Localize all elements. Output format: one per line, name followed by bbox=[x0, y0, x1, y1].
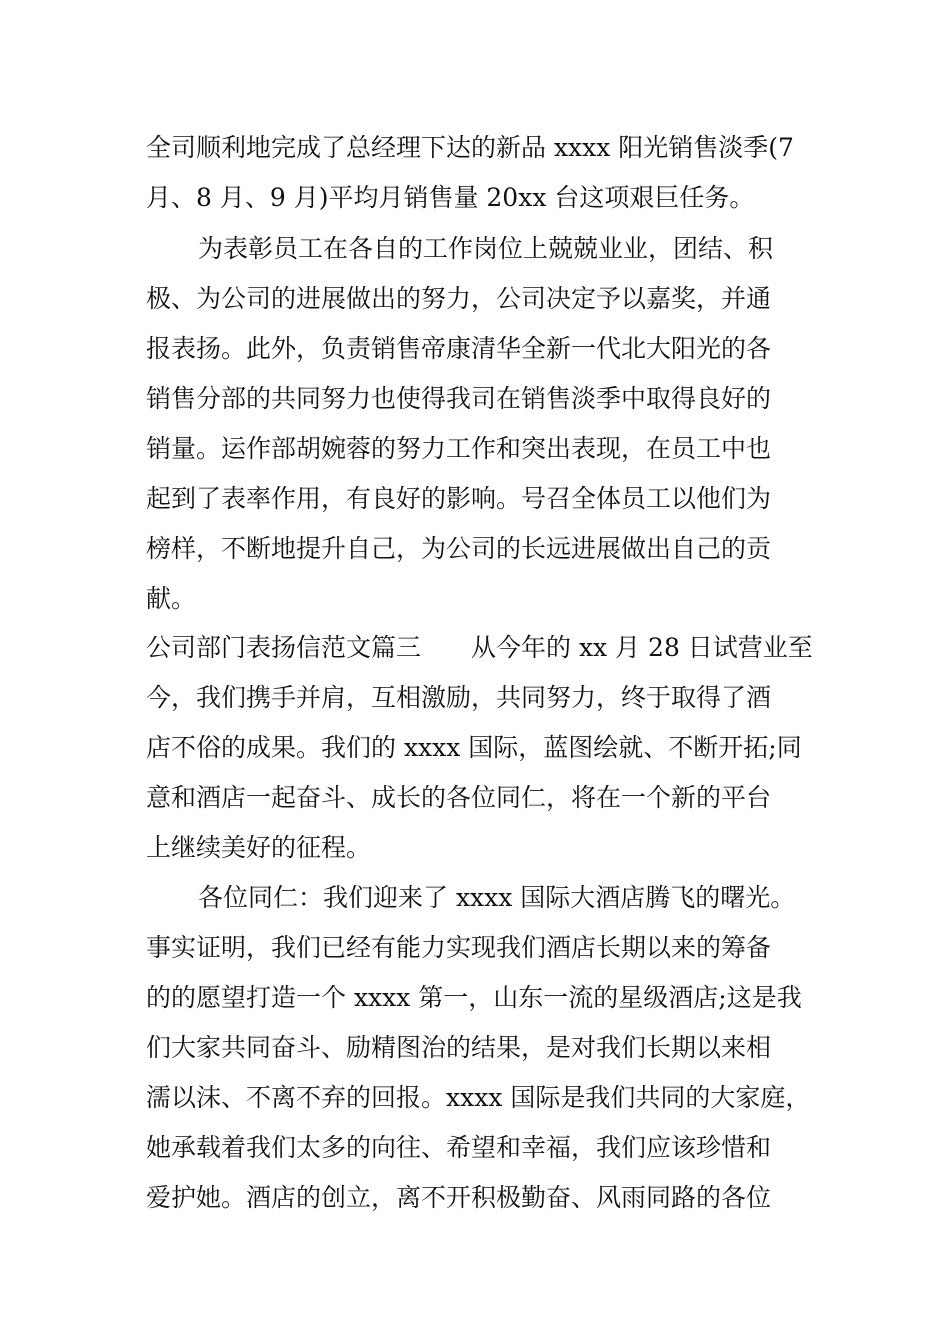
text-line: 极、为公司的进展做出的努力，公司决定予以嘉奖，并通 bbox=[146, 284, 772, 313]
text-line: 报表扬。此外，负责销售帝康清华全新一代北大阳光的各 bbox=[146, 334, 772, 363]
text-line: 榜样，不断地提升自己，为公司的长远进展做出自己的贡 bbox=[146, 534, 772, 563]
paragraph-first-line: 各位同仁：我们迎来了 xxxx 国际大酒店腾飞的曙光。 bbox=[198, 883, 796, 912]
text-line: 店不俗的成果。我们的 xxxx 国际，蓝图绘就、不断开拓;同 bbox=[146, 733, 802, 762]
paragraph-first-line: 为表彰员工在各自的工作岗位上兢兢业业，团结、积 bbox=[198, 234, 774, 263]
text-line: 上继续美好的征程。 bbox=[146, 833, 372, 862]
text-line: 起到了表率作用，有良好的影响。号召全体员工以他们为 bbox=[146, 484, 772, 513]
text-line: 事实证明，我们已经有能力实现我们酒店长期以来的筹备 bbox=[146, 933, 772, 962]
text-line: 的的愿望打造一个 xxxx 第一，山东一流的星级酒店;这是我 bbox=[146, 983, 802, 1012]
text-line: 全司顺利地完成了总经理下达的新品 xxxx 阳光销售淡季(7 bbox=[146, 133, 794, 162]
text-line: 献。 bbox=[146, 584, 197, 613]
text-line: 濡以沫、不离不弃的回报。xxxx 国际是我们共同的大家庭， bbox=[146, 1083, 811, 1112]
text-line: 她承载着我们太多的向往、希望和幸福，我们应该珍惜和 bbox=[146, 1133, 772, 1162]
text-line: 月、8 月、9 月)平均月销售量 20xx 台这项艰巨任务。 bbox=[146, 183, 755, 212]
text-line: 销售分部的共同努力也使得我司在销售淡季中取得良好的 bbox=[146, 384, 772, 413]
text-line: 今，我们携手并肩，互相激励，共同努力，终于取得了酒 bbox=[146, 683, 772, 712]
section-heading-line: 公司部门表扬信范文篇三 从今年的 xx 月 28 日试营业至 bbox=[146, 633, 813, 662]
text-line: 销量。运作部胡婉蓉的努力工作和突出表现，在员工中也 bbox=[146, 434, 772, 463]
text-line: 意和酒店一起奋斗、成长的各位同仁，将在一个新的平台 bbox=[146, 783, 772, 812]
text-line: 爱护她。酒店的创立，离不开积极勤奋、风雨同路的各位 bbox=[146, 1183, 772, 1212]
text-line: 们大家共同奋斗、励精图治的结果，是对我们长期以来相 bbox=[146, 1033, 772, 1062]
